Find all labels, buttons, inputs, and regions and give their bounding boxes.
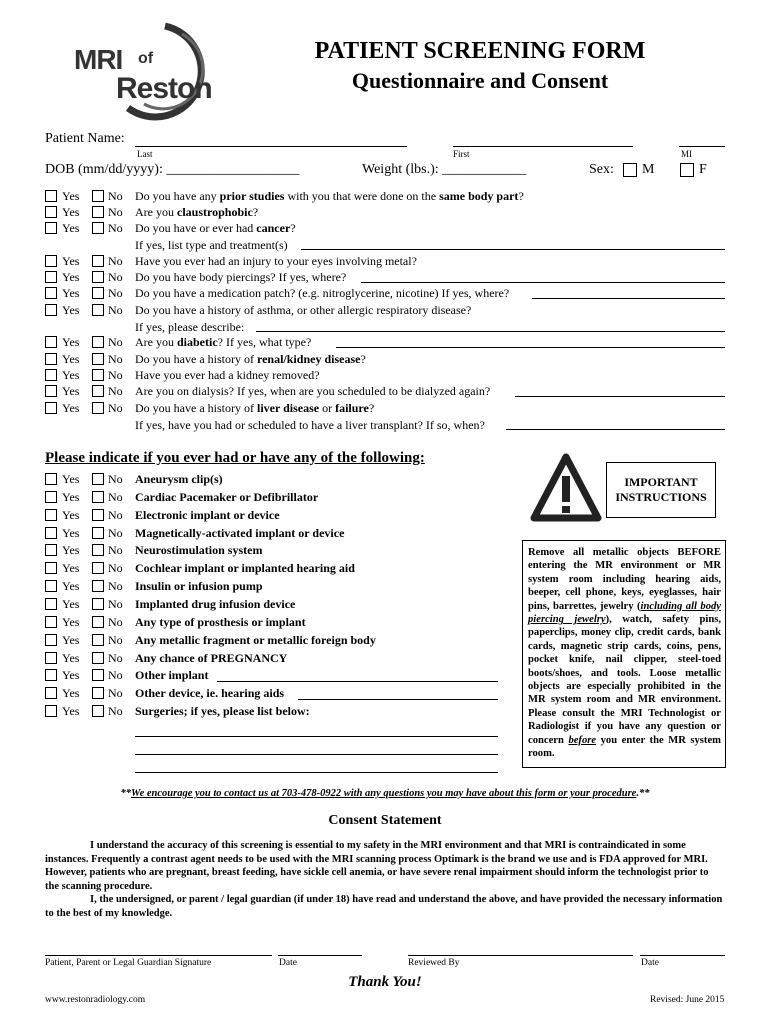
implant-2-no-checkbox[interactable] [92,509,104,521]
no-label: No [108,472,123,486]
yes-label: Yes [62,303,80,317]
surgery-line-1[interactable] [135,736,498,737]
no-label: No [108,303,123,317]
question-text-part: failure [335,401,369,415]
question-text-part: prior studies [219,189,285,203]
implant-12-no-checkbox[interactable] [92,687,104,699]
liver-disease-no-checkbox[interactable] [92,402,104,414]
first-name-field[interactable] [453,146,633,147]
other-device-field[interactable] [298,699,498,700]
implant-10-no-checkbox[interactable] [92,652,104,664]
contact-text: We encourage you to contact us at 703-478-0922 with any questions you may have about this form or your procedure [131,788,637,799]
mi-caption: MI [681,149,692,159]
no-label: No [108,615,123,629]
asthma-followup-field[interactable] [256,331,725,332]
kidney-removed-yes-checkbox[interactable] [45,369,57,381]
footer-revised: Revised: June 2015 [650,995,725,1005]
consent-paragraph-2: I, the undersigned, or parent / legal guardian (if under 18) have read and understand the above, and have provided the necessary information to the best of my knowledge. [45,894,723,919]
question-text-part: diabetic [177,335,218,349]
implant-item-label: Any metallic fragment or metallic foreign body [135,633,376,647]
yes-label: Yes [62,401,80,415]
implant-6-no-checkbox[interactable] [92,580,104,592]
no-label: No [108,335,123,349]
contact-note [0,788,770,799]
implant-10-yes-checkbox[interactable] [45,652,57,664]
last-name-field[interactable] [135,146,407,147]
no-label: No [108,704,123,718]
sex-label: Sex: [589,162,614,177]
question-text-part: Do you have or ever had [135,221,257,235]
last-caption: Last [137,149,153,159]
implant-item-label: Cochlear implant or implanted hearing aid [135,561,355,575]
consent-paragraph-1: I understand the accuracy of this screening is essential to my safety in the MRI environment and that MRI is contraindicated in some instances. Frequently a contrast agent needs to be used with the MRI scanning process Optimark is the brand we use and is FDA approved for MRI. However, patients who are pregnant, breast feeding, have sickle cell anemia, or have severe renal impairment should inform the technologist prior to the scanning procedure. [45,840,709,892]
logo-of: of [138,50,154,67]
implant-5-yes-checkbox[interactable] [45,562,57,574]
kidney-removed-no-checkbox[interactable] [92,369,104,381]
claustrophobic-yes-checkbox[interactable] [45,206,57,218]
no-label: No [108,508,123,522]
liver-disease-yes-checkbox[interactable] [45,402,57,414]
implant-item-label: Any type of prosthesis or implant [135,615,306,629]
logo [70,22,260,122]
no-label: No [108,490,123,504]
cancer-followup-label: If yes, list type and treatment(s) [135,238,288,252]
medication-patch-yes-checkbox[interactable] [45,287,57,299]
eye-injury-no-checkbox[interactable] [92,255,104,267]
implant-4-no-checkbox[interactable] [92,544,104,556]
implant-5-no-checkbox[interactable] [92,562,104,574]
implant-7-no-checkbox[interactable] [92,598,104,610]
body-piercings-no-checkbox[interactable] [92,271,104,283]
weight-field[interactable]: Weight (lbs.): ____________ [362,162,527,177]
asthma-no-checkbox[interactable] [92,304,104,316]
implant-6-yes-checkbox[interactable] [45,580,57,592]
implant-12-yes-checkbox[interactable] [45,687,57,699]
question-text-part: Do you have a history of [135,352,257,366]
review-date-field[interactable] [640,955,725,956]
sex-male-checkbox[interactable] [623,163,637,177]
dialysis-yes-checkbox[interactable] [45,385,57,397]
implant-item-label: Cardiac Pacemaker or Defibrillator [135,490,319,504]
consent-title: Consent Statement [328,813,442,828]
liver-followup-field[interactable] [506,429,725,430]
patient-name-label: Patient Name: [45,131,125,146]
cancer-no-checkbox[interactable] [92,222,104,234]
diabetic-question [135,335,311,349]
question-text-part: cancer [256,221,291,235]
yes-label: Yes [62,561,80,575]
thank-you: Thank You! [348,974,422,990]
yes-label: Yes [62,384,80,398]
important-text-e: you enter the MR system room. [528,734,721,760]
question-text-part: Are you on dialysis? If yes, when are you scheduled to be dialyzed again? [135,384,491,398]
implant-item-label: Other implant [135,668,209,682]
question-text-part: or [319,401,336,415]
dialysis-question [135,384,490,398]
dialysis-date-field[interactable] [515,396,725,397]
renal-disease-yes-checkbox[interactable] [45,353,57,365]
yes-label: Yes [62,651,80,665]
kidney-removed-question [135,368,320,382]
footer-website: www.restonradiology.com [45,995,146,1005]
signature-date-field[interactable] [278,955,362,956]
eye-injury-question [135,254,417,268]
important-instructions-title-box [606,462,716,518]
yes-label: Yes [62,221,80,235]
middle-initial-field[interactable] [679,146,725,147]
eye-injury-yes-checkbox[interactable] [45,255,57,267]
implant-item-label: Any chance of PREGNANCY [135,651,288,665]
yes-label: Yes [62,543,80,557]
patient-signature-field[interactable] [45,955,272,956]
piercing-location-field[interactable] [361,282,725,283]
dialysis-no-checkbox[interactable] [92,385,104,397]
question-text-part: Do you have a history of [135,401,257,415]
question-text-part: ? [360,352,366,366]
prior-studies-question [135,189,524,203]
important-text-a: Remove all metallic objects BEFORE entering the MR environment or MR system room including hearing aids, beeper, cell phone, keys, eyeglasses, hair pins, barrettes, jewelry ( [528,547,721,612]
surgery-line-2[interactable] [135,754,498,755]
yes-label: Yes [62,633,80,647]
first-caption: First [453,149,470,159]
question-text-part: with you that were done on the [284,189,440,203]
asthma-yes-checkbox[interactable] [45,304,57,316]
logo-reston: Reston [116,72,212,105]
sex-female-label: F [699,162,707,177]
implant-1-no-checkbox[interactable] [92,491,104,503]
implant-item-label: Implanted drug infusion device [135,597,296,611]
yes-label: Yes [62,490,80,504]
question-text-part: Are you [135,205,177,219]
yes-label: Yes [62,472,80,486]
question-text-part: ? [252,205,259,219]
important-instructions-box [522,540,726,768]
cancer-yes-checkbox[interactable] [45,222,57,234]
asthma-question [135,303,471,317]
implant-0-no-checkbox[interactable] [92,473,104,485]
contact-stars-right: .** [636,788,650,799]
yes-label: Yes [62,686,80,700]
reviewer-field[interactable] [408,955,633,956]
yes-label: Yes [62,597,80,611]
no-label: No [108,579,123,593]
diabetes-type-field[interactable] [336,347,725,348]
implant-item-label: Magnetically-activated implant or device [135,526,345,540]
yes-label: Yes [62,270,80,284]
diabetic-yes-checkbox[interactable] [45,336,57,348]
question-text-part: Do you have a history of asthma, or other allergic respiratory disease? [135,303,472,317]
section2-heading: Please indicate if you ever had or have any of the following: [45,450,425,466]
patch-location-field[interactable] [532,298,725,299]
implant-7-yes-checkbox[interactable] [45,598,57,610]
no-label: No [108,561,123,575]
patient-signature-caption: Patient, Parent or Legal Guardian Signature [45,958,212,968]
contact-stars-left: ** [120,788,132,799]
no-label: No [108,597,123,611]
asthma-followup-label: If yes, please describe: [135,320,245,334]
no-label: No [108,668,123,682]
question-text-part: Have you ever had a kidney removed? [135,368,320,382]
question-text-part: ? [518,189,524,203]
important-text-c: ), watch, safety pins, paperclips, money clip, credit cards, bank cards, magnetic strip cards, coins, pens, pocket knife, nail clipper, steel-toed boots/shoes, and tools. Loose metallic objects are especially prohibited in the MR system room and MR environment. Please consult the MRI Technologist or Radiologist if you have any question or concern [528,614,721,746]
implant-item-label: Other device, ie. hearing aids [135,686,285,700]
medication-patch-question [135,286,509,300]
question-text-part: Do you have body piercings? If yes, where? [135,270,347,284]
surgery-line-3[interactable] [135,772,498,773]
cancer-question [135,221,296,235]
question-text-part: same body part [439,189,519,203]
implant-0-yes-checkbox[interactable] [45,473,57,485]
implant-11-no-checkbox[interactable] [92,669,104,681]
date-caption-2: Date [641,958,659,968]
question-text-part: claustrophobic [177,205,253,219]
no-label: No [108,254,123,268]
sex-male-label: M [642,162,655,177]
yes-label: Yes [62,189,80,203]
implant-13-yes-checkbox[interactable] [45,705,57,717]
implant-1-yes-checkbox[interactable] [45,491,57,503]
implant-item-label: Aneurysm clip(s) [135,472,223,486]
yes-label: Yes [62,335,80,349]
no-label: No [108,270,123,284]
diabetic-no-checkbox[interactable] [92,336,104,348]
prior-studies-no-checkbox[interactable] [92,190,104,202]
question-text-part: renal/kidney disease [256,352,361,366]
sex-female-checkbox[interactable] [680,163,694,177]
yes-label: Yes [62,668,80,682]
question-text-part: ? If yes, what type? [217,335,312,349]
yes-label: Yes [62,579,80,593]
yes-label: Yes [62,368,80,382]
implant-item-label: Electronic implant or device [135,508,280,522]
renal-disease-no-checkbox[interactable] [92,353,104,365]
question-text-part: Are you [135,335,177,349]
question-text-part: ? [368,401,375,415]
question-text-part: Do you have a medication patch? (e.g. nitroglycerine, nicotine) If yes, where? [135,286,510,300]
logo-mri: MRI [74,44,123,75]
cancer-followup-field[interactable] [301,249,725,250]
implant-item-label: Insulin or infusion pump [135,579,263,593]
body-piercings-question [135,270,346,284]
yes-label: Yes [62,254,80,268]
no-label: No [108,221,123,235]
no-label: No [108,526,123,540]
yes-label: Yes [62,704,80,718]
implant-3-yes-checkbox[interactable] [45,527,57,539]
warning-icon [530,452,602,524]
prior-studies-yes-checkbox[interactable] [45,190,57,202]
no-label: No [108,189,123,203]
body-piercings-yes-checkbox[interactable] [45,271,57,283]
yes-label: Yes [62,352,80,366]
date-caption-1: Date [279,958,297,968]
liver-disease-question [135,401,374,415]
implant-9-yes-checkbox[interactable] [45,634,57,646]
no-label: No [108,633,123,647]
no-label: No [108,384,123,398]
yes-label: Yes [62,508,80,522]
dob-field[interactable]: DOB (mm/dd/yyyy): ___________________ [45,162,300,177]
medication-patch-no-checkbox[interactable] [92,287,104,299]
claustrophobic-no-checkbox[interactable] [92,206,104,218]
other-implant-field[interactable] [217,681,498,682]
implant-11-yes-checkbox[interactable] [45,669,57,681]
page-title: PATIENT SCREENING FORM [314,38,646,64]
implant-13-no-checkbox[interactable] [92,705,104,717]
implant-2-yes-checkbox[interactable] [45,509,57,521]
implant-9-no-checkbox[interactable] [92,634,104,646]
important-text-b: including all body piercing jewelry [528,600,721,626]
no-label: No [108,286,123,300]
question-text-part: liver disease [256,401,320,415]
question-text-part: ? [290,221,296,235]
yes-label: Yes [62,526,80,540]
important-title-line2: INSTRUCTIONS [615,490,707,504]
implant-8-yes-checkbox[interactable] [45,616,57,628]
no-label: No [108,368,123,382]
claustrophobic-question [135,205,258,219]
yes-label: Yes [62,615,80,629]
important-text-d: before [568,734,597,746]
implant-3-no-checkbox[interactable] [92,527,104,539]
reviewed-by-caption: Reviewed By [408,958,460,968]
implant-item-label: Neurostimulation system [135,543,263,557]
implant-item-label: Surgeries; if yes, please list below: [135,704,310,718]
page-subtitle: Questionnaire and Consent [351,68,609,93]
liver-followup-label: If yes, have you had or scheduled to have a liver transplant? If so, when? [135,418,485,432]
no-label: No [108,543,123,557]
important-title-line1: IMPORTANT [624,475,698,489]
yes-label: Yes [62,205,80,219]
no-label: No [108,401,123,415]
implant-8-no-checkbox[interactable] [92,616,104,628]
question-text-part: Do you have any [135,189,220,203]
no-label: No [108,686,123,700]
yes-label: Yes [62,286,80,300]
renal-disease-question [135,352,366,366]
implant-4-yes-checkbox[interactable] [45,544,57,556]
no-label: No [108,651,123,665]
question-text-part: Have you ever had an injury to your eyes involving metal? [135,254,417,268]
no-label: No [108,205,123,219]
no-label: No [108,352,123,366]
